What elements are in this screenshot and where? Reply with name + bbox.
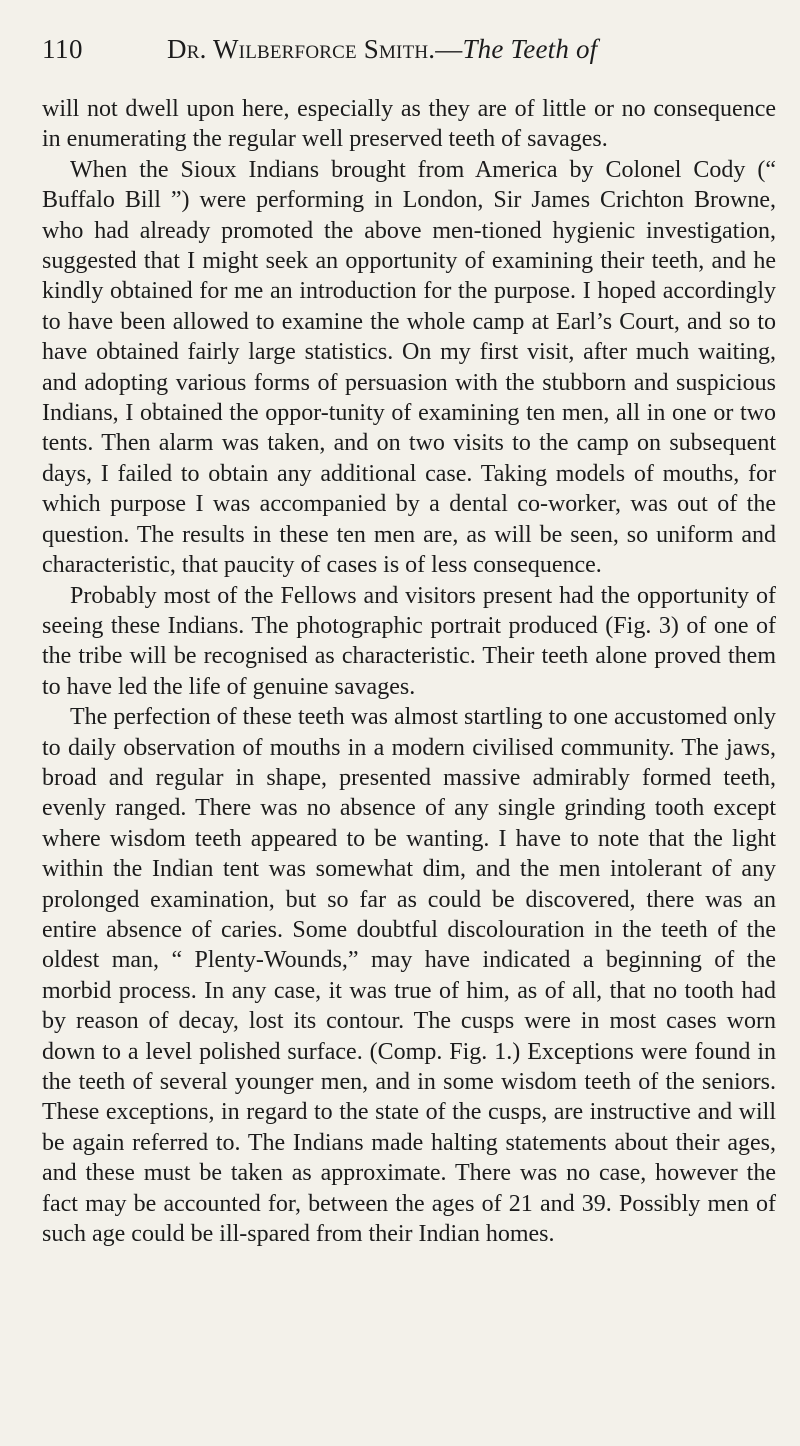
- body-text: [42, 94, 776, 1249]
- paragraph-sioux-indians: When the Sioux Indians brought from America by Colonel Cody (“ Buffalo Bill ”) were performing in London, Sir James Crichton Browne, who had already promoted the above men-tioned hygienic investigation, suggested that I might seek an opportunity of examining their teeth, and he kindly obtained for me an introduction for the purpose. I hoped accordingly to have been allowed to examine the whole camp at Earl’s Court, and so to have obtained fairly large statistics. On my first visit, after much waiting, and adopting various forms of persuasion with the stubborn and suspicious Indians, I obtained the oppor-tunity of examining ten men, all in one or two tents. Then alarm was taken, and on two visits to the camp on subsequent days, I failed to obtain any additional case. Taking models of mouths, for which purpose I was accompanied by a dental co-worker, was out of the question. The results in these ten men are, as will be seen, so uniform and characteristic, that paucity of cases is of less consequence.: [42, 156, 776, 579]
- page-number: 110: [42, 34, 83, 64]
- page-header: [42, 30, 776, 82]
- document-page: [42, 30, 776, 1430]
- paragraph-teeth-perfection: The perfection of these teeth was almost startling to one accustomed only to daily observation of mouths in a modern civilised community. The jaws, broad and regular in shape, presented massive admirably formed teeth, evenly ranged. There was no absence of any single grinding tooth except where wisdom teeth appeared to be wanting. I have to note that the light within the Indian tent was somewhat dim, and the men intolerant of any prolonged examination, but so far as could be discovered, there was an entire absence of caries. Some doubtful discolouration in the teeth of the oldest man, “ Plenty-Wounds,” may have indicated a beginning of the morbid process. In any case, it was true of him, as of all, that no tooth had by reason of decay, lost its contour. The cusps were in most cases worn down to a level polished surface. (Comp. Fig. 1.) Exceptions were found in the teeth of several younger men, and in some wisdom teeth of the seniors. These exceptions, in regard to the state of the cusps, are instructive and will be again referred to. The Indians made halting statements about their ages, and these must be taken as approximate. There was no case, however the fact may be accounted for, between the ages of 21 and 39. Possibly men of such age could be ill-spared from their Indian homes.: [42, 704, 776, 1248]
- paragraph-continuation: will not dwell upon here, especially as they are of little or no consequence in enumerating the regular well preserved teeth of savages.: [42, 96, 776, 153]
- paragraph-fellows-visitors: Probably most of the Fellows and visitors present had the opportunity of seeing these Indians. The photographic portrait produced (Fig. 3) of one of the tribe will be recognised as characteristic. Their teeth alone proved them to have led the life of genuine savages.: [42, 582, 776, 700]
- running-head: [167, 34, 597, 65]
- running-head-title: The Teeth of: [462, 34, 598, 64]
- running-head-separator: —: [435, 34, 463, 64]
- running-head-author: Dr. Wilberforce Smith.: [167, 34, 436, 64]
